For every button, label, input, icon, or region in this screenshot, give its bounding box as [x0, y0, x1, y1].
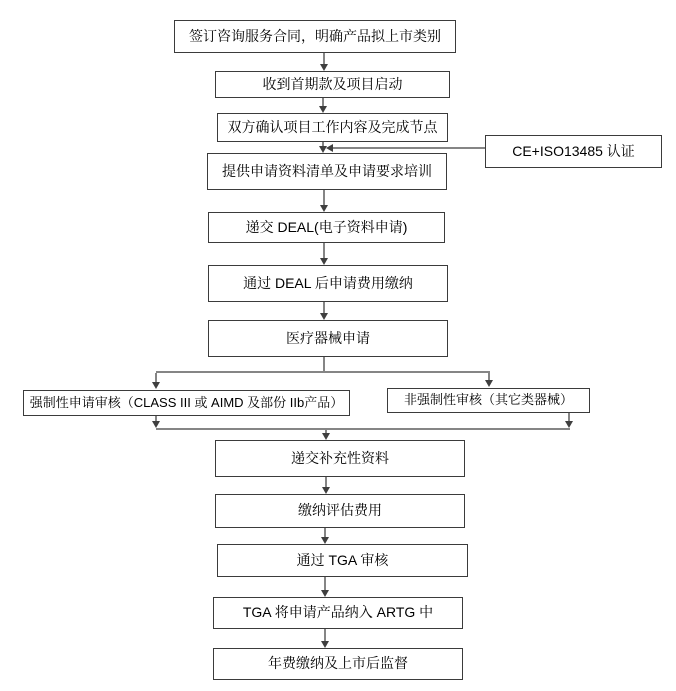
flow-step-sign-contract: 签订咨询服务合同，明确产品拟上市类别: [174, 20, 456, 53]
flow-step-provide-training: 提供申请资料清单及申请要求培训: [207, 153, 447, 190]
flow-step-submit-supplementary: 递交补充性资料: [215, 440, 465, 477]
flow-step-ce-iso-cert: CE+ISO13485 认证: [485, 135, 662, 168]
flow-step-non-mandatory-review: 非强制性审核（其它类器械）: [387, 388, 590, 413]
connector-line: [332, 147, 485, 149]
arrowhead-down-icon: [320, 258, 328, 265]
arrowhead-down-icon: [320, 64, 328, 71]
connector-line: [323, 243, 325, 259]
flow-step-pass-tga-review: 通过 TGA 审核: [217, 544, 468, 577]
arrowhead-down-icon: [321, 537, 329, 544]
arrowhead-down-icon: [319, 106, 327, 113]
arrowhead-down-icon: [321, 590, 329, 597]
flow-step-device-application: 医疗器械申请: [208, 320, 448, 357]
arrowhead-down-icon: [320, 205, 328, 212]
flow-step-pay-assessment-fee: 缴纳评估费用: [215, 494, 465, 528]
arrowhead-down-icon: [321, 641, 329, 648]
arrowhead-down-icon: [320, 313, 328, 320]
flow-step-receive-first-payment: 收到首期款及项目启动: [215, 71, 450, 98]
connector-line: [323, 190, 325, 206]
connector-line: [323, 357, 325, 372]
connector-line: [156, 371, 490, 373]
arrowhead-down-icon: [322, 433, 330, 440]
flow-step-mandatory-review: 强制性申请审核（CLASS III 或 AIMD 及部份 IIb产品）: [23, 390, 350, 416]
arrowhead-left-icon: [326, 144, 333, 152]
arrowhead-down-icon: [152, 382, 160, 389]
arrowhead-down-icon: [565, 421, 573, 428]
flow-step-artg-inclusion: TGA 将申请产品纳入 ARTG 中: [213, 597, 463, 629]
arrowhead-down-icon: [152, 421, 160, 428]
flow-step-confirm-scope: 双方确认项目工作内容及完成节点: [217, 113, 448, 142]
flow-step-annual-fee-supervision: 年费缴纳及上市后监督: [213, 648, 463, 680]
connector-line: [156, 428, 570, 430]
flow-step-submit-deal: 递交 DEAL(电子资料申请): [208, 212, 445, 243]
connector-line: [324, 577, 326, 591]
arrowhead-down-icon: [485, 380, 493, 387]
flow-step-deal-fee: 通过 DEAL 后申请费用缴纳: [208, 265, 448, 302]
connector-line: [488, 373, 490, 380]
arrowhead-down-icon: [322, 487, 330, 494]
connector-line: [155, 373, 157, 382]
